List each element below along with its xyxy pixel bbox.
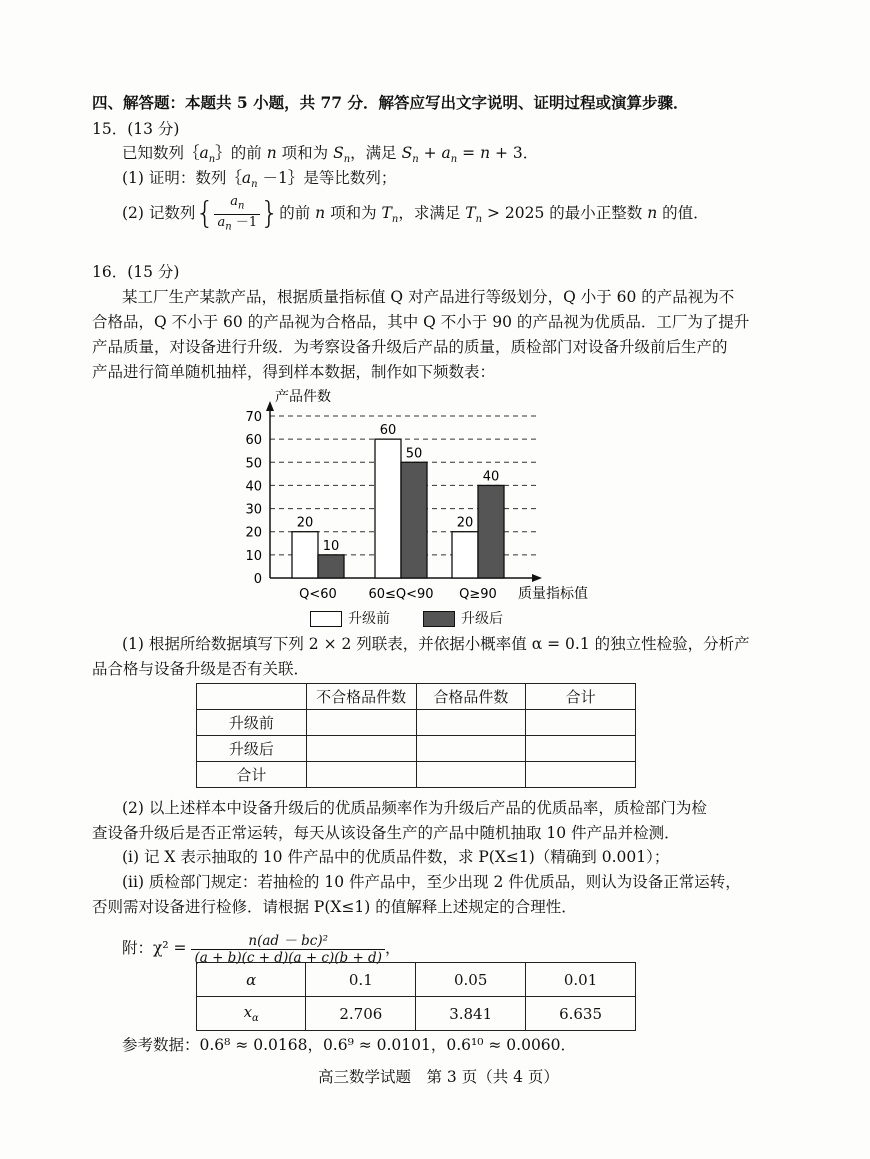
q16-part2-line-1: (2) 以上述样本中设备升级后的优质品频率作为升级后产品的优质品率，质检部门为检 [122,799,707,817]
contingency-cell [416,762,526,788]
y-tick-label: 40 [245,479,262,495]
bar-before [375,439,401,578]
bar-data-label: 50 [405,446,423,462]
bar-after [318,555,344,578]
bar-data-label: 40 [482,469,500,485]
contingency-header-blank [197,684,307,710]
legend-label-after: 升级后 [461,611,503,627]
y-axis-arrow [266,401,274,411]
q16-part2-line-2: 查设备升级后是否正常运转，每天从该设备生产的产品中随机抽取 10 件产品并检测． [92,824,680,842]
x-category-label: Q<60 [299,587,337,602]
y-tick-label: 50 [245,456,262,472]
alpha-value: 0.1 [306,963,416,997]
chi-square-formula: 附：χ² = $\frac{\text{n(ad － bc)²}}{(a + b)(c + d)(a + c)(b + d)}$ ， [122,932,401,966]
q15-part2: (2) 记数列{ $\frac{a_n}{a_n -1}$ }的前 n 项和为 $T_n$，求满足 $T_n > 2025$ 的最小正整数 n 的值． [122,193,709,233]
bar-before [292,532,318,578]
y-tick-label: 70 [245,410,262,425]
q16-para-line-3: 产品质量，对设备进行升级．为考察设备升级后产品的质量，质检部门对设备升级前后生产的 [92,338,728,356]
bar-data-label: 10 [322,538,340,554]
frequency-bar-chart [230,383,610,633]
bar-data-label: 20 [296,515,314,531]
contingency-cell [416,710,526,736]
q16-part2-ii-line-1: (ii) 质检部门规定：若抽检的 10 件产品中，至少出现 2 件优质品，则认为设备正常运转， [122,873,741,891]
y-tick-label: 60 [245,433,262,449]
contingency-row-before: 升级前 [197,710,307,736]
reference-data: 参考数据：0.6⁸ ≈ 0.0168，0.6⁹ ≈ 0.0101，0.6¹⁰ ≈ 0.0060． [122,1036,577,1054]
contingency-row-total: 合计 [197,762,307,788]
contingency-cell [306,762,416,788]
y-tick-label: 20 [245,525,262,541]
x-category-label: Q≥90 [459,587,497,602]
contingency-table [196,683,636,788]
legend-swatch-before [310,611,342,627]
contingency-cell [526,762,636,788]
contingency-cell [416,736,526,762]
contingency-header-unqualified: 不合格品件数 [306,684,416,710]
critical-value-table [196,962,636,1031]
x-alpha-value: 3.841 [416,997,526,1031]
y-tick-label: 10 [245,548,262,564]
q15-number: 15．(13 分) [92,120,180,138]
q16-part1-line-1: (1) 根据所给数据填写下列 2 × 2 列联表，并依据小概率值 α = 0.1 的独立性检验，分析产 [122,635,750,653]
alpha-value: 0.01 [526,963,636,997]
q16-part1-line-2: 品合格与设备升级是否有关联． [92,660,310,678]
y-axis-title: 产品件数 [275,389,331,405]
bar-data-label: 20 [456,515,474,531]
bar-after [478,485,504,578]
q15-fraction: $\frac{a_n}{a_n -1}$ [214,194,260,234]
x-alpha-value: 2.706 [306,997,416,1031]
alpha-label: α [197,963,306,997]
x-axis-title: 质量指标值 [518,586,588,602]
q15-stem: 已知数列$\{a_n\}$的前 n 项和为 $S_n$，满足 $S_n + a_n = n + 3$． [122,144,539,166]
contingency-row-after: 升级后 [197,736,307,762]
legend-swatch-after [423,611,455,627]
q16-number: 16．(15 分) [92,263,180,281]
q16-para-line-1: 某工厂生产某款产品，根据质量指标值 Q 对产品进行等级划分，Q 小于 60 的产品视为不 [122,288,735,306]
x-axis-arrow [532,574,542,582]
y-tick-label: 30 [245,502,262,518]
bar-data-label: 60 [379,423,397,439]
contingency-cell [306,736,416,762]
x-alpha-value: 6.635 [526,997,636,1031]
contingency-cell [306,710,416,736]
x-category-label: 60≤Q<90 [368,587,434,602]
contingency-header-qualified: 合格品件数 [416,684,526,710]
bar-before [452,532,478,578]
q16-part2-i: (i) 记 X 表示抽取的 10 件产品中的优质品件数，求 P(X≤1)（精确到 0.001）； [122,848,670,866]
q16-part2-ii-line-2: 否则需对设备进行检修．请根据 P(X≤1) 的值解释上述规定的合理性． [92,898,577,916]
legend-label-before: 升级前 [348,611,390,627]
contingency-cell [526,710,636,736]
page-footer: 高三数学试题 第 3 页（共 4 页） [318,1068,559,1086]
alpha-value: 0.05 [416,963,526,997]
q16-para-line-2: 合格品，Q 不小于 60 的产品视为合格品，其中 Q 不小于 90 的产品视为优质品．工厂为了提升 [92,313,750,331]
contingency-header-total: 合计 [526,684,636,710]
x-alpha-label: $x_\alpha$ [197,997,306,1031]
q15-part1: (1) 证明：数列$\{a_n$ －1｝是等比数列； [122,169,397,191]
q16-para-line-4: 产品进行简单随机抽样，得到样本数据，制作如下频数表： [92,363,496,381]
y-tick-label: 0 [253,572,262,587]
section-heading: 四、解答题：本题共 5 小题，共 77 分．解答应写出文字说明、证明过程或演算步骤． [92,93,689,112]
contingency-cell [526,736,636,762]
bar-after [401,462,427,578]
